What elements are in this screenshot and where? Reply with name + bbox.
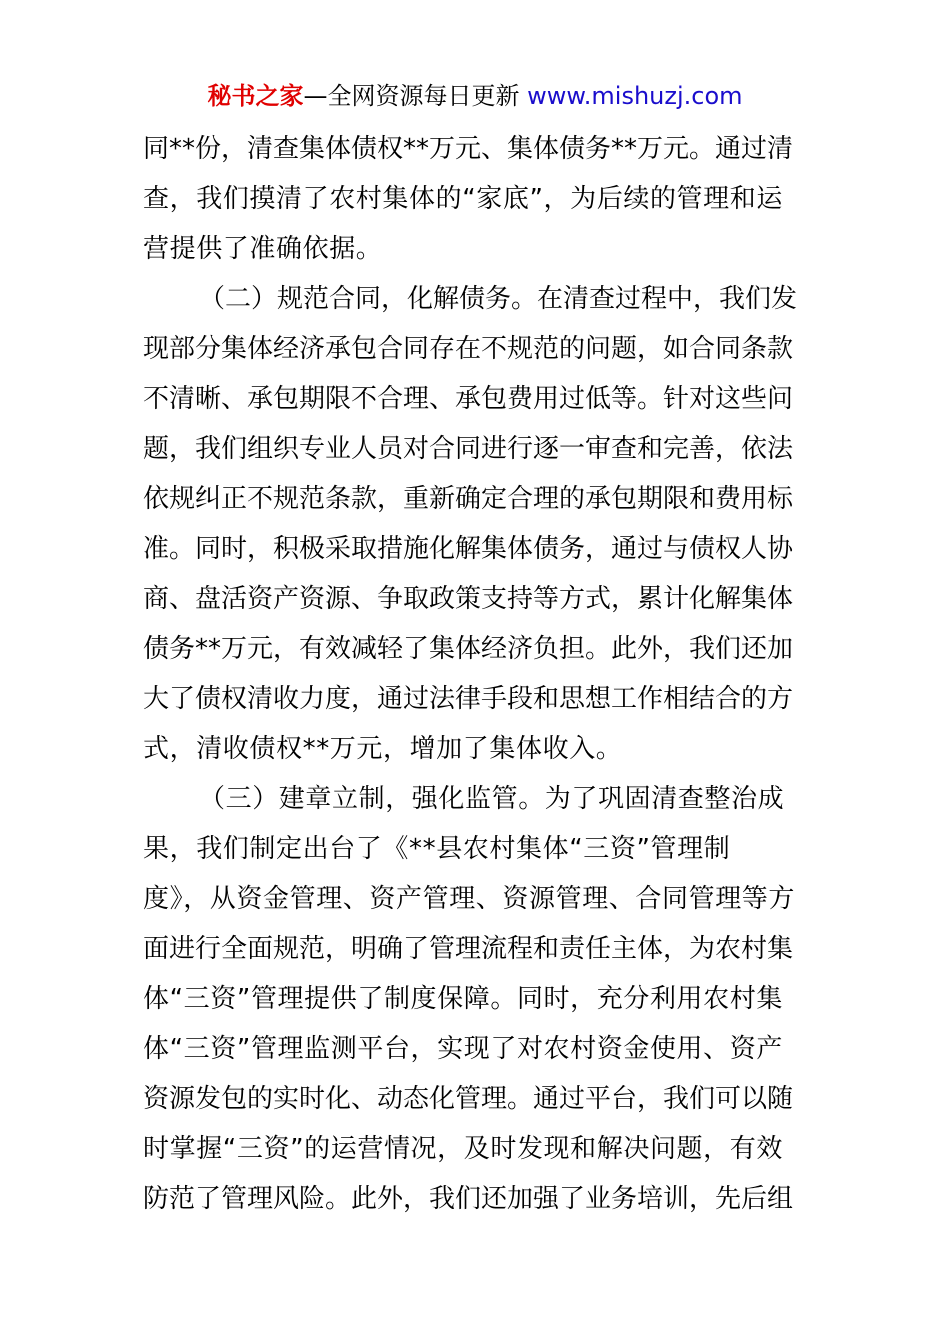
text-line: 时掌握“三资”的运营情况，及时发现和解决问题，有效: [143, 1134, 783, 1164]
document-body: [143, 124, 807, 1224]
text-line: 资源发包的实时化、动态化管理。通过平台，我们可以随: [143, 1084, 794, 1114]
text-line: 面进行全面规范，明确了管理流程和责任主体，为农村集: [143, 934, 794, 964]
text-line: 果，我们制定出台了《**县农村集体“三资”管理制: [143, 834, 731, 864]
text-line: 防范了管理风险。此外，我们还加强了业务培训，先后组: [143, 1184, 794, 1214]
text-line: 准。同时，积极采取措施化解集体债务，通过与债权人协: [143, 534, 794, 564]
text-line: 大了债权清收力度，通过法律手段和思想工作相结合的方: [143, 684, 794, 714]
text-line: 体“三资”管理提供了制度保障。同时，充分利用农村集: [143, 984, 783, 1014]
paragraph-start-line: （二）规范合同，化解债务。在清查过程中，我们发: [199, 284, 798, 314]
text-line: 同**份，清查集体债权**万元、集体债务**万元。通过清: [143, 134, 794, 164]
text-line: 题，我们组织专业人员对合同进行逐一审查和完善，依法: [143, 434, 794, 464]
text-line: 式，清收债权**万元，增加了集体收入。: [143, 734, 623, 764]
text-line: 债务**万元，有效减轻了集体经济负担。此外，我们还加: [143, 634, 794, 664]
header-tagline: —全网资源每日更新: [303, 82, 528, 110]
paragraph-start-line: （三）建章立制，强化监管。为了巩固清查整治成: [199, 784, 785, 814]
text-line: 依规纠正不规范条款，重新确定合理的承包期限和费用标: [143, 484, 794, 514]
text-line: 商、盘活资产资源、争取政策支持等方式，累计化解集体: [143, 584, 794, 614]
text-line: 体“三资”管理监测平台，实现了对农村资金使用、资产: [143, 1034, 783, 1064]
text-line: 现部分集体经济承包合同存在不规范的问题，如合同条款: [143, 334, 794, 364]
site-header: [0, 78, 950, 114]
brand-name: 秘书之家: [207, 82, 304, 110]
site-url[interactable]: www.mishuzj.com: [527, 82, 743, 110]
text-line: 度》，从资金管理、资产管理、资源管理、合同管理等方: [143, 884, 796, 914]
text-line: 营提供了准确依据。: [143, 234, 383, 264]
text-line: 不清晰、承包期限不合理、承包费用过低等。针对这些问: [143, 384, 794, 414]
text-line: 查，我们摸清了农村集体的“家底”，为后续的管理和运: [143, 184, 783, 214]
